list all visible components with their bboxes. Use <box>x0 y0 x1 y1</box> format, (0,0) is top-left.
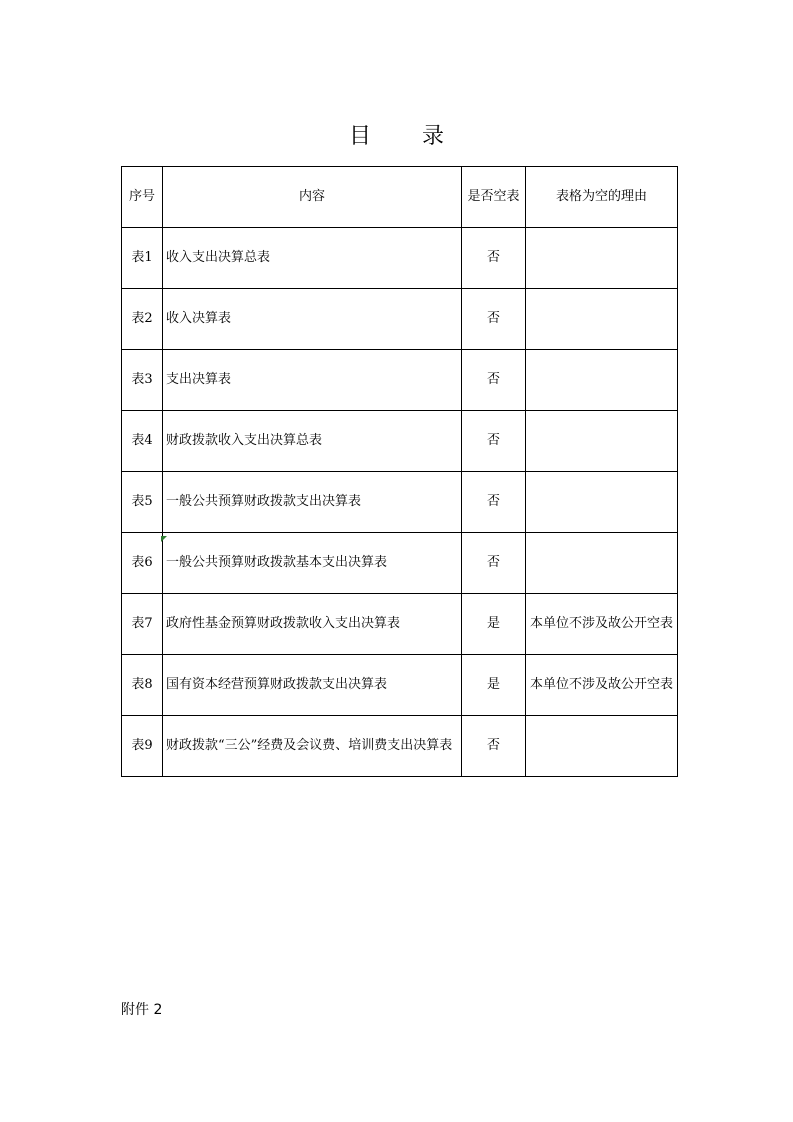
row-content: 财政拨款“三公”经费及会议费、培训费支出决算表 <box>163 716 462 777</box>
row-no: 表2 <box>122 289 163 350</box>
attachment-label: 附件 2 <box>121 1002 163 1018</box>
row-is-empty: 否 <box>462 228 526 289</box>
row-no: 表8 <box>122 655 163 716</box>
row-no: 表7 <box>122 594 163 655</box>
contents-table <box>121 166 678 777</box>
header-no: 序号 <box>122 167 163 228</box>
table-row <box>122 655 678 716</box>
row-content: 政府性基金预算财政拨款收入支出决算表 <box>163 594 462 655</box>
row-reason: 本单位不涉及故公开空表 <box>526 594 678 655</box>
row-no: 表5 <box>122 472 163 533</box>
row-reason <box>526 533 678 594</box>
row-content: 支出决算表 <box>163 350 462 411</box>
row-no: 表3 <box>122 350 163 411</box>
row-is-empty: 是 <box>462 655 526 716</box>
row-no: 表9 <box>122 716 163 777</box>
row-is-empty: 否 <box>462 533 526 594</box>
page-title: 目 录 <box>349 124 466 149</box>
table-row <box>122 350 678 411</box>
row-no: 表1 <box>122 228 163 289</box>
row-content: 国有资本经营预算财政拨款支出决算表 <box>163 655 462 716</box>
table-row <box>122 228 678 289</box>
table-row <box>122 411 678 472</box>
row-reason <box>526 472 678 533</box>
table-row <box>122 472 678 533</box>
table-header-row <box>122 167 678 228</box>
row-is-empty: 否 <box>462 716 526 777</box>
row-content: 收入支出决算总表 <box>163 228 462 289</box>
row-is-empty: 是 <box>462 594 526 655</box>
row-reason <box>526 228 678 289</box>
row-is-empty: 否 <box>462 411 526 472</box>
row-content: 财政拨款收入支出决算总表 <box>163 411 462 472</box>
table-row <box>122 716 678 777</box>
row-reason: 本单位不涉及故公开空表 <box>526 655 678 716</box>
cell-comment-marker <box>161 536 167 542</box>
table-row <box>122 289 678 350</box>
row-is-empty: 否 <box>462 472 526 533</box>
row-is-empty: 否 <box>462 289 526 350</box>
row-reason <box>526 411 678 472</box>
row-content: 收入决算表 <box>163 289 462 350</box>
header-reason: 表格为空的理由 <box>526 167 678 228</box>
header-content: 内容 <box>163 167 462 228</box>
row-reason <box>526 289 678 350</box>
row-no: 表6 <box>122 533 163 594</box>
row-is-empty: 否 <box>462 350 526 411</box>
row-reason <box>526 350 678 411</box>
table-row <box>122 594 678 655</box>
row-content: 一般公共预算财政拨款支出决算表 <box>163 472 462 533</box>
row-content: 一般公共预算财政拨款基本支出决算表 <box>163 533 462 594</box>
row-reason <box>526 716 678 777</box>
table-row <box>122 533 678 594</box>
row-no: 表4 <box>122 411 163 472</box>
header-is-empty: 是否空表 <box>462 167 526 228</box>
